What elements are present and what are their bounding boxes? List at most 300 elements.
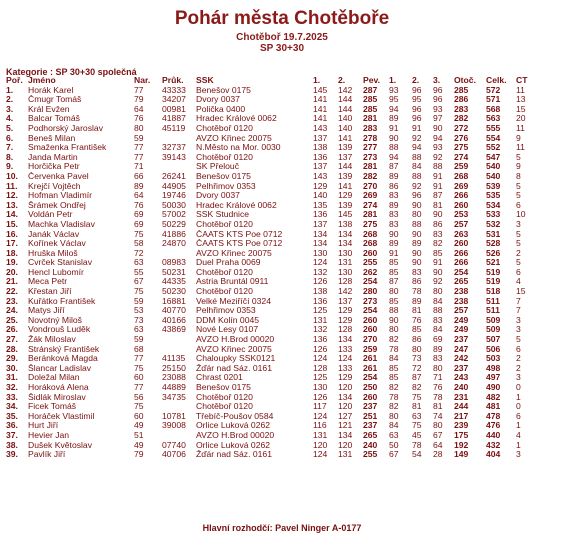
- page-title: Pohár města Chotěboře: [174, 8, 390, 29]
- cell-birth-year: 60: [134, 411, 144, 421]
- cell-base-1: 124: [313, 450, 328, 460]
- cell-base-total: 282: [363, 171, 378, 181]
- cell-turn-1: 91: [389, 123, 399, 133]
- cell-inner-tens: 3: [516, 450, 521, 460]
- cell-license: 50230: [162, 287, 186, 297]
- cell-club: Žďár nad Sáz. 0161: [196, 450, 272, 460]
- cell-turn-total: 266: [454, 191, 469, 201]
- table-row: [6, 239, 534, 249]
- cell-base-2: 134: [338, 239, 353, 249]
- cell-base-2: 130: [338, 248, 353, 258]
- table-header-row: [6, 76, 534, 86]
- cell-inner-tens: 6: [516, 200, 521, 210]
- cell-turn-total: 266: [454, 258, 469, 268]
- cell-rank: 34.: [6, 402, 18, 412]
- cell-club: Benešov 0175: [196, 171, 251, 181]
- cell-turn-1: 84: [389, 354, 399, 364]
- cell-turn-3: 91: [433, 258, 443, 268]
- cell-name: Ficek Tomáš: [28, 402, 77, 412]
- cell-base-1: 134: [313, 229, 328, 239]
- cell-name: Voldán Petr: [28, 210, 73, 220]
- cell-turn-1: 80: [389, 287, 399, 297]
- cell-club: SSK Studnice: [196, 210, 250, 220]
- cell-turn-2: 85: [412, 325, 422, 335]
- cell-turn-2: 92: [412, 181, 422, 191]
- cell-inner-tens: 3: [516, 325, 521, 335]
- cell-total: 533: [486, 210, 501, 220]
- cell-base-total: 260: [363, 392, 378, 402]
- cell-club: Chotěboř 0120: [196, 287, 253, 297]
- cell-inner-tens: 11: [516, 143, 525, 153]
- cell-club: Velké Meziříčí 0324: [196, 296, 271, 306]
- cell-rank: 16.: [6, 229, 18, 239]
- cell-base-2: 134: [338, 229, 353, 239]
- cell-birth-year: 76: [134, 114, 144, 124]
- cell-rank: 17.: [6, 239, 18, 249]
- cell-base-total: 270: [363, 335, 378, 345]
- cell-license: 40706: [162, 450, 186, 460]
- cell-club: Orlice Luková 0262: [196, 440, 271, 450]
- cell-name: Meca Petr: [28, 277, 68, 287]
- cell-turn-1: 83: [389, 191, 399, 201]
- cell-license: 44889: [162, 383, 186, 392]
- cell-license: 24870: [162, 239, 186, 249]
- cell-turn-2: 96: [412, 85, 422, 95]
- table-row: [6, 95, 534, 105]
- cell-birth-year: 60: [134, 373, 144, 383]
- cell-name: Kořínek Václav: [28, 239, 86, 249]
- cell-base-total: 261: [363, 363, 378, 373]
- cell-turn-3: 71: [433, 373, 443, 383]
- cell-turn-1: 82: [389, 402, 399, 412]
- cell-turn-2: 78: [412, 440, 422, 450]
- cell-rank: 33.: [6, 392, 18, 402]
- column-header-total: Celk.: [486, 76, 507, 85]
- cell-total: 481: [486, 402, 501, 412]
- cell-turn-2: 90: [412, 200, 422, 210]
- cell-base-total: 281: [363, 114, 378, 124]
- cell-turn-1: 82: [389, 335, 399, 345]
- cell-turn-1: 88: [389, 143, 399, 153]
- cell-turn-2: 90: [412, 248, 422, 258]
- cell-base-2: 139: [338, 200, 353, 210]
- cell-turn-3: 88: [433, 162, 443, 172]
- cell-turn-total: 240: [454, 383, 469, 392]
- cell-base-2: 141: [338, 181, 353, 191]
- cell-inner-tens: 11: [516, 85, 525, 95]
- cell-turn-2: 88: [412, 171, 422, 181]
- cell-license: 40770: [162, 306, 186, 316]
- cell-base-2: 128: [338, 277, 353, 287]
- cell-name: Cvrček Stanislav: [28, 258, 92, 268]
- cell-turn-3: 92: [433, 152, 443, 162]
- cell-base-2: 130: [338, 267, 353, 277]
- cell-base-total: 273: [363, 152, 378, 162]
- cell-turn-3: 90: [433, 210, 443, 220]
- cell-birth-year: 58: [134, 239, 144, 249]
- cell-turn-total: 266: [454, 248, 469, 258]
- cell-total: 535: [486, 191, 501, 201]
- cell-turn-total: 276: [454, 133, 469, 143]
- chief-referee: Hlavní rozhodčí: Pavel Ninger A-0177: [202, 523, 362, 533]
- cell-base-2: 140: [338, 114, 353, 124]
- cell-turn-1: 83: [389, 210, 399, 220]
- cell-license: 41886: [162, 229, 186, 239]
- cell-base-total: 265: [363, 430, 378, 440]
- cell-base-1: 131: [313, 315, 328, 325]
- cell-license: [162, 134, 196, 144]
- cell-base-2: 133: [338, 363, 353, 373]
- cell-base-total: 268: [363, 229, 378, 239]
- cell-name: Žák Miloslav: [28, 335, 76, 345]
- table-row: [6, 297, 534, 307]
- cell-club: Třebíč-Poušov 0584: [196, 411, 274, 421]
- cell-inner-tens: 0: [516, 402, 521, 412]
- cell-turn-total: 268: [454, 171, 469, 181]
- cell-total: 404: [486, 450, 501, 460]
- cell-license: [162, 402, 196, 412]
- cell-turn-1: 85: [389, 363, 399, 373]
- cell-turn-3: 64: [433, 440, 443, 450]
- cell-license: 50229: [162, 219, 186, 229]
- cell-turn-2: 89: [412, 239, 422, 249]
- cell-turn-total: 259: [454, 162, 469, 172]
- cell-club: Hradec Králové 0062: [196, 200, 277, 210]
- cell-club: Chotěboř 0120: [196, 392, 253, 402]
- column-header-club: SSK: [196, 76, 214, 85]
- cell-name: Hruška Miloš: [28, 248, 78, 258]
- cell-total: 519: [486, 277, 501, 287]
- cell-turn-total: 149: [454, 450, 469, 460]
- cell-turn-total: 282: [454, 114, 469, 124]
- cell-name: Balcar Tomáš: [28, 114, 80, 124]
- cell-inner-tens: 2: [516, 248, 521, 258]
- cell-birth-year: 75: [134, 287, 144, 297]
- cell-turn-2: 88: [412, 219, 422, 229]
- cell-birth-year: 49: [134, 440, 144, 450]
- cell-license: 43333: [162, 85, 186, 95]
- cell-inner-tens: 5: [516, 335, 521, 345]
- cell-turn-1: 94: [389, 104, 399, 114]
- cell-turn-total: 260: [454, 239, 469, 249]
- cell-birth-year: 73: [134, 315, 144, 325]
- cell-base-total: 285: [363, 95, 378, 105]
- cell-turn-3: 83: [433, 229, 443, 239]
- cell-total: 440: [486, 430, 501, 440]
- cell-name: Beneš Milan: [28, 133, 76, 143]
- cell-inner-tens: 5: [516, 258, 521, 268]
- cell-base-2: 129: [338, 315, 353, 325]
- cell-club: Pelhřimov 0353: [196, 306, 256, 316]
- cell-license: 39008: [162, 421, 186, 431]
- cell-club: Chotěboř 0120: [196, 267, 253, 277]
- cell-base-1: 137: [313, 162, 328, 172]
- cell-total: 482: [486, 392, 501, 402]
- table-row: [6, 431, 534, 441]
- cell-base-2: 129: [338, 191, 353, 201]
- cell-name: Šlancar Ladislav: [28, 363, 92, 373]
- cell-license: 34735: [162, 392, 186, 402]
- cell-name: Pavlík Jiří: [28, 450, 66, 460]
- cell-license: 16881: [162, 296, 186, 306]
- cell-base-total: 277: [363, 143, 378, 153]
- cell-club: Benešov 0175: [196, 85, 251, 95]
- cell-turn-total: 238: [454, 287, 469, 297]
- cell-inner-tens: 3: [516, 219, 521, 229]
- cell-birth-year: 80: [134, 123, 144, 133]
- cell-base-total: 255: [363, 258, 378, 268]
- cell-birth-year: 77: [134, 85, 144, 95]
- cell-base-2: 144: [338, 95, 353, 105]
- cell-total: 521: [486, 258, 501, 268]
- cell-base-1: 136: [313, 152, 328, 162]
- cell-base-1: 125: [313, 306, 328, 316]
- cell-total: 506: [486, 344, 501, 354]
- cell-license: 40166: [162, 315, 186, 325]
- cell-turn-3: 91: [433, 181, 443, 191]
- cell-rank: 18.: [6, 248, 18, 258]
- cell-license: 07740: [162, 440, 186, 450]
- cell-total: 518: [486, 287, 501, 297]
- cell-inner-tens: 2: [516, 354, 521, 364]
- cell-birth-year: 75: [134, 229, 144, 239]
- cell-inner-tens: 5: [516, 191, 521, 201]
- cell-turn-2: 90: [412, 258, 422, 268]
- cell-turn-1: 91: [389, 248, 399, 258]
- cell-total: 571: [486, 95, 501, 105]
- cell-base-1: 143: [313, 171, 328, 181]
- cell-total: 432: [486, 440, 501, 450]
- cell-base-1: 130: [313, 383, 328, 392]
- cell-total: 498: [486, 363, 501, 373]
- cell-turn-3: 28: [433, 450, 443, 460]
- cell-turn-total: 247: [454, 344, 469, 354]
- cell-inner-tens: 5: [516, 239, 521, 249]
- cell-turn-2: 96: [412, 104, 422, 114]
- cell-birth-year: 69: [134, 210, 144, 220]
- cell-turn-total: 274: [454, 152, 469, 162]
- cell-rank: 15.: [6, 219, 18, 229]
- cell-birth-year: 53: [134, 306, 144, 316]
- table-row: [6, 402, 534, 412]
- cell-total: 511: [486, 306, 500, 316]
- cell-turn-total: 237: [454, 363, 469, 373]
- cell-turn-3: 83: [433, 315, 443, 325]
- cell-total: 534: [486, 200, 501, 210]
- cell-total: 526: [486, 248, 501, 258]
- cell-inner-tens: 3: [516, 373, 521, 383]
- cell-turn-3: 90: [433, 267, 443, 277]
- cell-name: Horáková Alena: [28, 383, 89, 392]
- cell-turn-3: 94: [433, 133, 443, 143]
- cell-turn-2: 86: [412, 335, 422, 345]
- cell-rank: 10.: [6, 171, 18, 181]
- cell-base-1: 138: [313, 287, 328, 297]
- cell-turn-2: 89: [412, 296, 422, 306]
- table-row: [6, 153, 534, 163]
- cell-inner-tens: 9: [516, 133, 521, 143]
- cell-turn-1: 83: [389, 219, 399, 229]
- cell-rank: 3.: [6, 104, 14, 114]
- cell-license: 44905: [162, 181, 186, 191]
- cell-turn-1: 90: [389, 315, 399, 325]
- cell-base-1: 117: [313, 402, 327, 412]
- cell-turn-2: 54: [412, 450, 422, 460]
- cell-turn-total: 249: [454, 325, 469, 335]
- cell-license: 45119: [162, 123, 186, 133]
- cell-turn-1: 93: [389, 85, 399, 95]
- cell-birth-year: 51: [134, 430, 144, 440]
- cell-total: 503: [486, 354, 501, 364]
- column-header-rank: Poř.: [6, 76, 23, 85]
- table-row: [6, 172, 534, 182]
- cell-turn-1: 94: [389, 152, 399, 162]
- cell-base-2: 127: [338, 411, 353, 421]
- cell-birth-year: 59: [134, 133, 144, 143]
- table-row: [6, 134, 534, 144]
- cell-inner-tens: 7: [516, 306, 521, 316]
- cell-turn-3: 86: [433, 219, 443, 229]
- cell-inner-tens: 6: [516, 344, 521, 354]
- cell-turn-3: 89: [433, 344, 443, 354]
- cell-total: 531: [486, 229, 501, 239]
- cell-name: Podhorský Jaroslav: [28, 123, 103, 133]
- cell-turn-2: 81: [412, 402, 422, 412]
- cell-rank: 11.: [6, 181, 18, 191]
- table-row: [6, 373, 534, 383]
- cell-name: Hurt Jiří: [28, 421, 59, 431]
- cell-turn-1: 85: [389, 267, 399, 277]
- cell-turn-3: 93: [433, 143, 443, 153]
- cell-turn-3: 92: [433, 277, 443, 287]
- cell-turn-3: 84: [433, 325, 443, 335]
- cell-total: 507: [486, 335, 501, 345]
- cell-turn-3: 85: [433, 248, 443, 258]
- cell-turn-total: 217: [454, 411, 469, 421]
- cell-base-total: 254: [363, 277, 378, 287]
- cell-turn-total: 239: [454, 421, 469, 431]
- cell-base-2: 120: [338, 440, 353, 450]
- cell-base-total: 270: [363, 181, 378, 191]
- cell-birth-year: 75: [134, 402, 144, 412]
- cell-turn-3: 87: [433, 191, 443, 201]
- cell-turn-2: 80: [412, 210, 422, 220]
- cell-rank: 29.: [6, 354, 18, 364]
- cell-name: Šidlák Miroslav: [28, 392, 86, 402]
- cell-license: [162, 345, 196, 355]
- cell-turn-2: 75: [412, 392, 422, 402]
- cell-name: Vondrouš Luděk: [28, 325, 91, 335]
- cell-turn-total: 257: [454, 306, 469, 316]
- cell-turn-total: 283: [454, 104, 469, 114]
- cell-base-total: 281: [363, 210, 378, 220]
- cell-base-1: 126: [313, 277, 328, 287]
- cell-rank: 26.: [6, 325, 18, 335]
- cell-base-1: 137: [313, 133, 328, 143]
- cell-license: 50030: [162, 200, 186, 210]
- cell-turn-total: 192: [454, 440, 469, 450]
- cell-rank: 23.: [6, 296, 18, 306]
- cell-turn-1: 90: [389, 133, 399, 143]
- cell-base-total: 269: [363, 191, 378, 201]
- cell-license: 41135: [162, 354, 186, 364]
- column-header-turn-3: 3.: [433, 76, 441, 85]
- cell-turn-2: 73: [412, 354, 422, 364]
- cell-name: Krejčí Vojtěch: [28, 181, 81, 191]
- table-row: [6, 268, 534, 278]
- cell-club: AVZO Křinec 20075: [196, 248, 272, 258]
- cell-inner-tens: 1: [516, 421, 521, 431]
- cell-base-1: 141: [313, 95, 328, 105]
- cell-inner-tens: 4: [516, 277, 521, 287]
- cell-base-2: 139: [338, 171, 353, 181]
- cell-base-total: 260: [363, 315, 378, 325]
- cell-inner-tens: 5: [516, 181, 521, 191]
- cell-base-1: 135: [313, 200, 328, 210]
- cell-license: 10781: [162, 411, 186, 421]
- cell-inner-tens: 5: [516, 152, 521, 162]
- cell-birth-year: 68: [134, 344, 144, 354]
- cell-name: Doležal Milan: [28, 373, 80, 383]
- table-row: [6, 393, 534, 403]
- cell-license: [162, 431, 196, 441]
- column-header-base-1: 1.: [313, 76, 321, 85]
- cell-rank: 39.: [6, 450, 18, 460]
- cell-base-2: 134: [338, 335, 353, 345]
- cell-name: Horčička Petr: [28, 162, 80, 172]
- cell-turn-3: 96: [433, 85, 443, 95]
- cell-license: [162, 162, 196, 172]
- cell-turn-total: 260: [454, 200, 469, 210]
- cell-turn-3: 88: [433, 306, 443, 316]
- table-row: [6, 306, 534, 316]
- cell-rank: 36.: [6, 421, 18, 431]
- table-row: [6, 182, 534, 192]
- cell-turn-2: 81: [412, 306, 422, 316]
- cell-base-1: 124: [313, 258, 328, 268]
- cell-name: Červenka Pavel: [28, 171, 89, 181]
- event-place-date: Chotěboř 19.7.2025: [236, 32, 328, 43]
- cell-base-total: 278: [363, 133, 378, 143]
- cell-inner-tens: 9: [516, 162, 521, 172]
- cell-inner-tens: 20: [516, 114, 526, 124]
- cell-license: 25150: [162, 363, 186, 373]
- cell-base-2: 120: [338, 402, 353, 412]
- cell-base-2: 133: [338, 344, 353, 354]
- cell-club: SK Přelouč: [196, 162, 239, 172]
- table-row: [6, 364, 534, 374]
- category-label: Kategorie : SP 30+30 společná: [6, 67, 137, 77]
- cell-turn-1: 89: [389, 171, 399, 181]
- cell-turn-total: 231: [454, 392, 469, 402]
- cell-license: 44335: [162, 277, 186, 287]
- cell-club: Chaloupky SSK0121: [196, 354, 276, 364]
- cell-turn-1: 88: [389, 306, 399, 316]
- cell-base-total: 260: [363, 325, 378, 335]
- cell-total: 555: [486, 123, 501, 133]
- cell-turn-total: 175: [454, 430, 469, 440]
- cell-birth-year: 71: [134, 162, 144, 172]
- cell-turn-3: 90: [433, 123, 443, 133]
- cell-total: 509: [486, 315, 501, 325]
- cell-turn-2: 84: [412, 162, 422, 172]
- cell-turn-total: 254: [454, 267, 469, 277]
- cell-turn-1: 85: [389, 258, 399, 268]
- cell-turn-2: 72: [412, 363, 422, 373]
- table-row: [6, 277, 534, 287]
- cell-total: 547: [486, 152, 501, 162]
- cell-birth-year: 64: [134, 191, 144, 201]
